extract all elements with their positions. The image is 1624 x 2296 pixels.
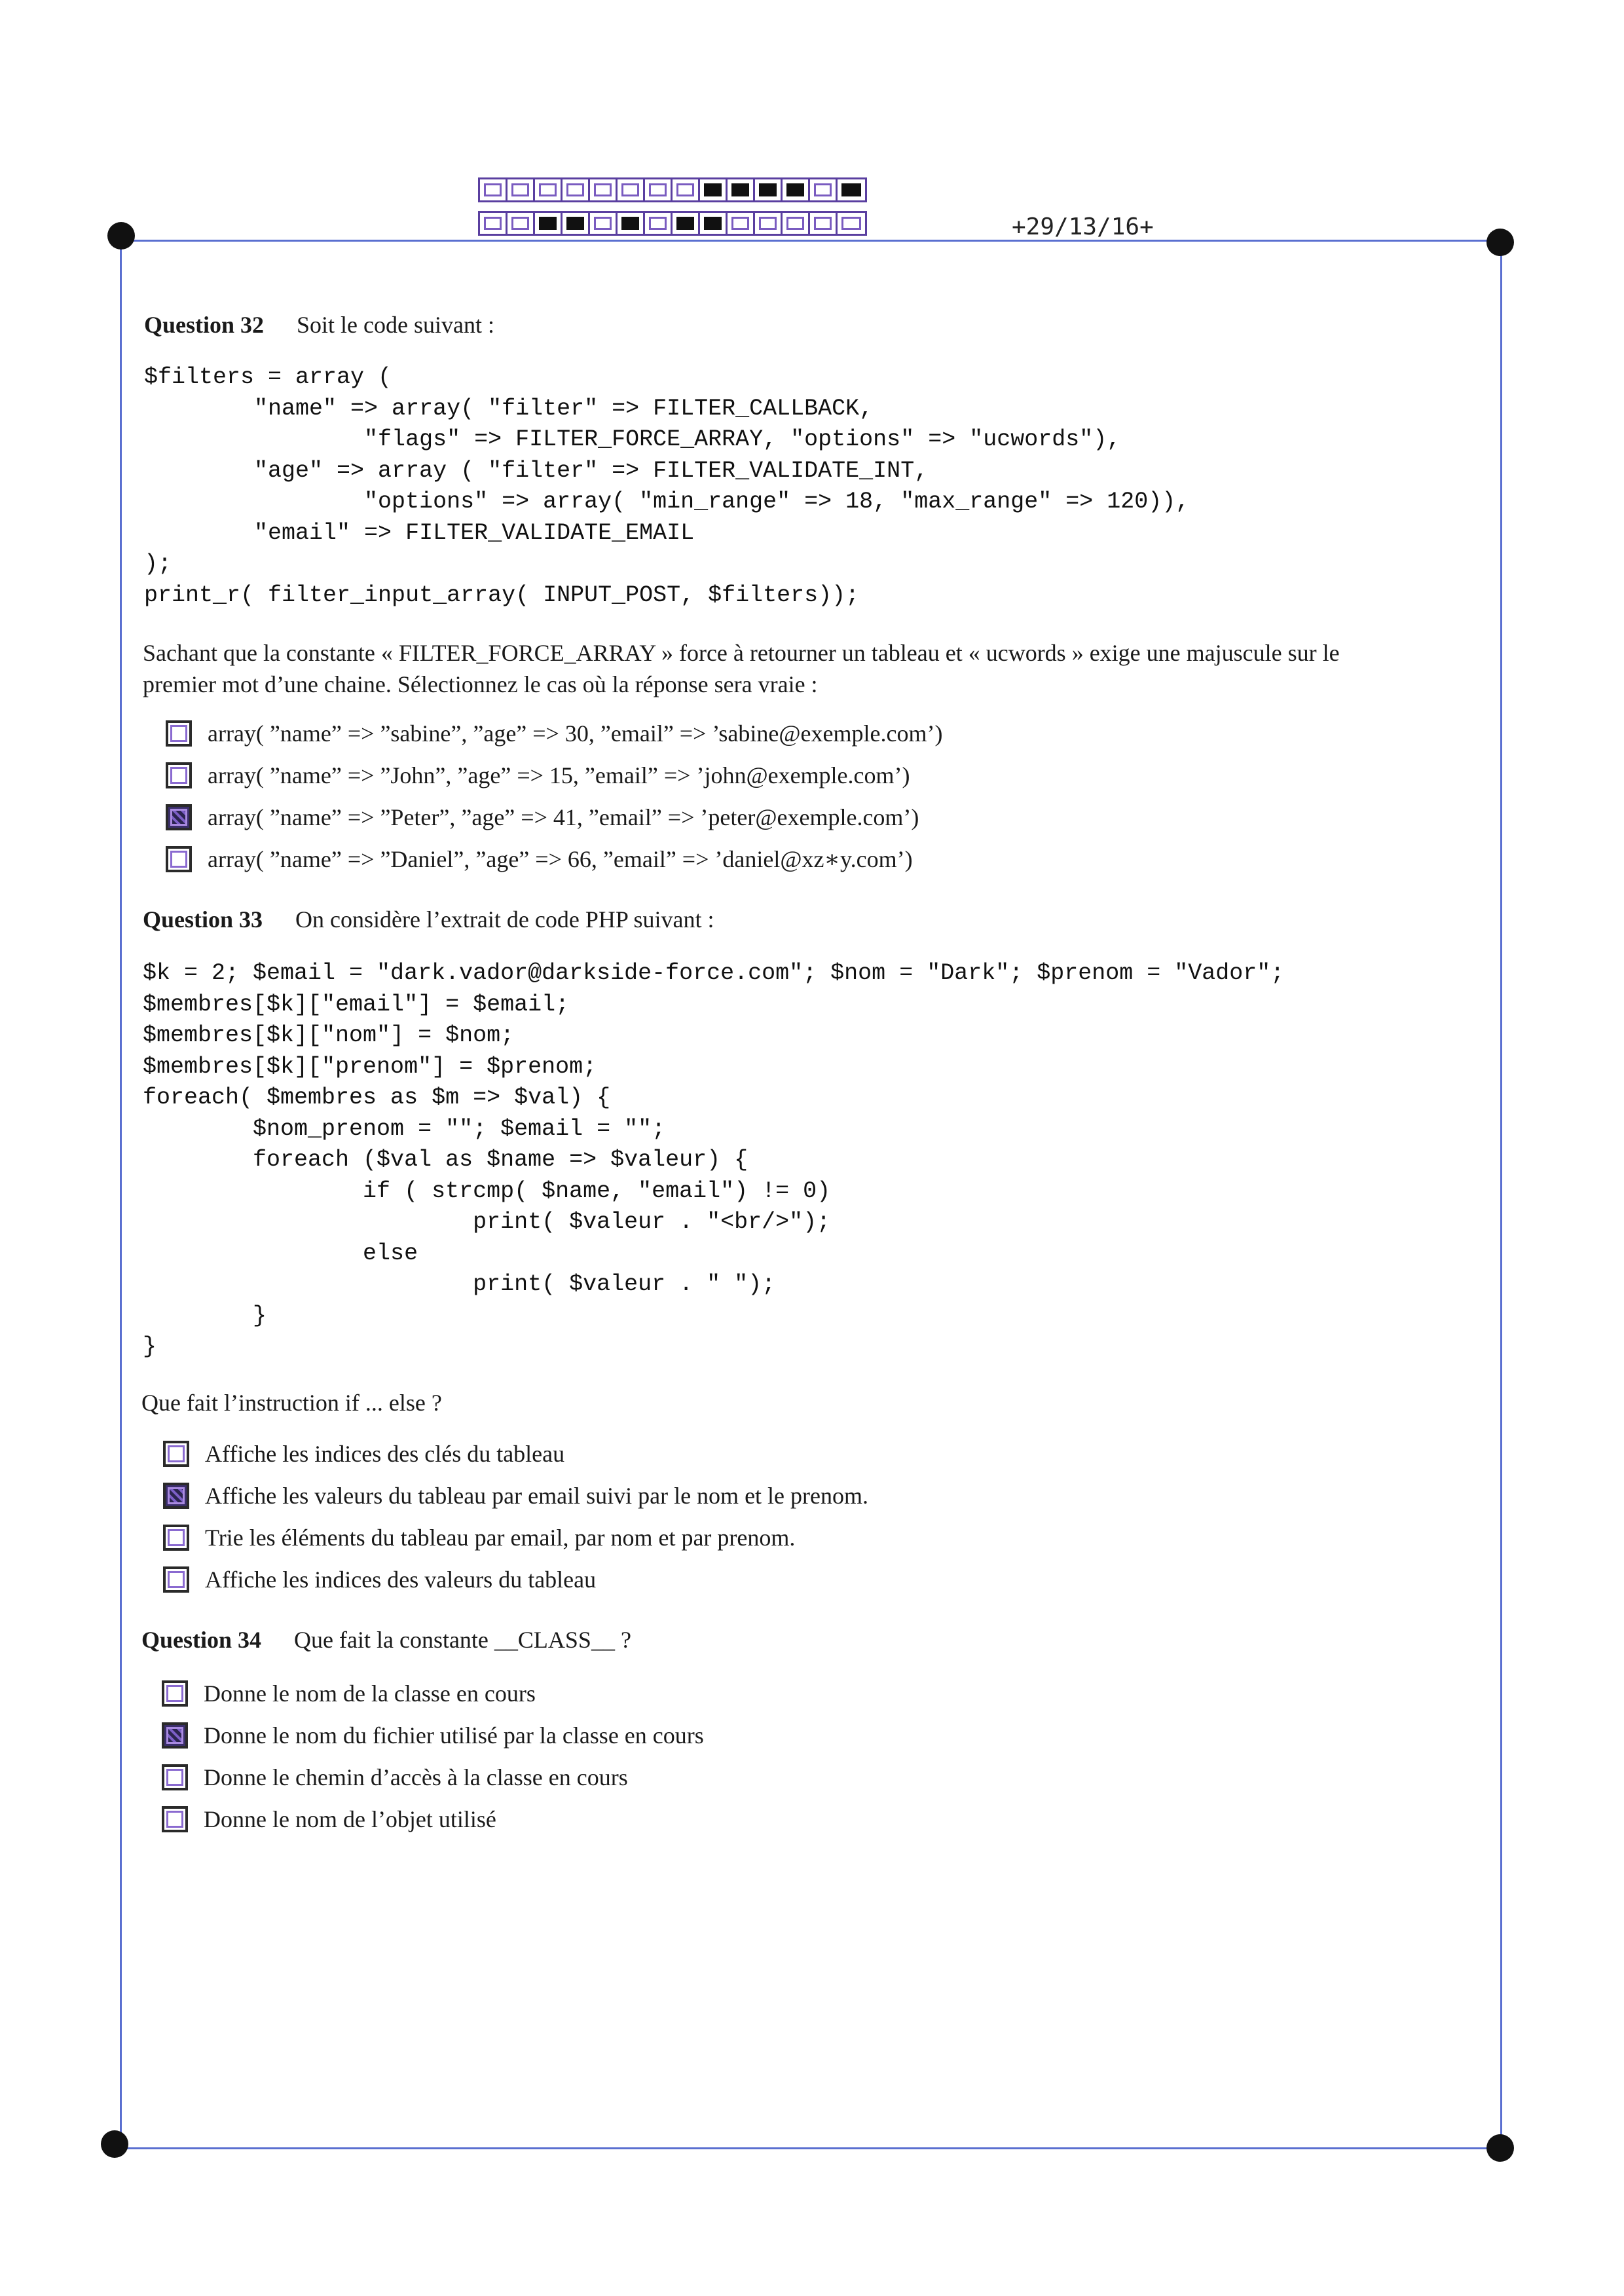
id-cell-filled	[673, 213, 700, 234]
id-cell-empty	[480, 213, 507, 234]
id-cell-empty	[535, 179, 563, 200]
question-label: Question 33	[143, 906, 263, 933]
question-text-line: Que fait l’instruction if ... else ?	[141, 1390, 442, 1416]
id-cell-empty	[673, 179, 700, 200]
answer-option[interactable]	[162, 1764, 628, 1791]
registration-mark-top-right	[1486, 229, 1514, 256]
answer-label: array( ”name” => ”sabine”, ”age” => 30, ”email” => ’sabine@exemple.com’)	[208, 720, 943, 747]
id-cell-empty	[755, 213, 783, 234]
answer-checkbox[interactable]	[166, 720, 192, 747]
answer-option[interactable]	[166, 720, 942, 747]
answer-option[interactable]	[166, 804, 919, 831]
frame-top-line	[121, 240, 1500, 242]
answer-checkbox[interactable]	[166, 804, 192, 830]
answer-option[interactable]	[163, 1482, 868, 1509]
id-cell-filled	[618, 213, 645, 234]
id-barcode-row	[478, 177, 867, 202]
answer-checkbox[interactable]	[162, 1806, 188, 1832]
answer-checkbox[interactable]	[163, 1566, 189, 1593]
answer-option[interactable]	[163, 1440, 564, 1468]
answer-label: array( ”name” => ”Peter”, ”age” => 41, ”email” => ’peter@exemple.com’)	[208, 804, 919, 830]
frame-bottom-line	[115, 2147, 1500, 2149]
id-cell-empty	[783, 213, 810, 234]
registration-mark-bottom-left	[101, 2130, 128, 2158]
answer-option[interactable]	[162, 1680, 536, 1707]
question-label: Question 32	[144, 312, 265, 338]
id-cell-empty	[645, 213, 673, 234]
id-cell-filled	[838, 179, 865, 200]
answer-label: Affiche les valeurs du tableau par email suivi par le nom et le prenom.	[205, 1483, 868, 1509]
id-cell-empty	[590, 179, 618, 200]
answer-checkbox[interactable]	[162, 1764, 188, 1790]
answer-option[interactable]	[163, 1566, 596, 1593]
answer-option[interactable]	[166, 845, 913, 873]
id-cell-empty	[645, 179, 673, 200]
id-cell-filled	[700, 213, 728, 234]
answer-checkbox[interactable]	[166, 762, 192, 788]
answer-label: array( ”name” => ”John”, ”age” => 15, ”email” => ’john@exemple.com’)	[208, 762, 910, 788]
id-cell-filled	[728, 179, 755, 200]
answer-label: Donne le nom de la classe en cours	[204, 1680, 536, 1707]
answer-option[interactable]	[162, 1722, 704, 1749]
answer-option[interactable]	[162, 1805, 496, 1833]
code-block: $k = 2; $email = "dark.vador@darkside-force.com"; $nom = "Dark"; $prenom = "Vador"; $membres[$k]["email"] = $email; $membres[$k]["nom"] = $nom; $membres[$k]["prenom"] = $prenom; foreach( $membres as $m => $val) { $nom_prenom = ""; $email = ""; foreach ($val as $name => $valeur) { if ( strcmp( $name, "email") != 0) print( $valeur . "<br/>"); else print( $valeur . " "); } }	[143, 960, 1285, 1360]
id-cell-filled	[755, 179, 783, 200]
id-cell-empty	[838, 213, 865, 234]
answer-checkbox[interactable]	[163, 1525, 189, 1551]
question-text-line: Sachant que la constante « FILTER_FORCE_ARRAY » force à retourner un tableau et « ucwords » exige une majuscule sur le	[143, 640, 1340, 666]
answer-checkbox[interactable]	[163, 1483, 189, 1509]
answer-label: array( ”name” => ”Daniel”, ”age” => 66, ”email” => ’daniel@xz∗y.com’)	[208, 846, 913, 872]
question-33-header	[143, 906, 714, 933]
id-cell-empty	[563, 179, 590, 200]
question-32-header	[144, 311, 494, 339]
page-code: +29/13/16+	[1012, 213, 1154, 240]
question-prompt: On considère l’extrait de code PHP suivant :	[295, 906, 714, 933]
id-cell-empty	[480, 179, 507, 200]
answer-checkbox[interactable]	[162, 1722, 188, 1749]
answer-checkbox[interactable]	[162, 1680, 188, 1707]
answer-label: Affiche les indices des valeurs du tableau	[205, 1566, 597, 1593]
id-cell-empty	[590, 213, 618, 234]
registration-mark-top-left	[107, 222, 135, 250]
question-text-line: premier mot d’une chaine. Sélectionnez le cas où la réponse sera vraie :	[143, 671, 818, 697]
question-34-header	[141, 1626, 631, 1654]
question-prompt: Que fait la constante __CLASS__ ?	[294, 1627, 631, 1653]
answer-option[interactable]	[163, 1524, 795, 1551]
answer-label: Donne le nom du fichier utilisé par la classe en cours	[204, 1722, 704, 1749]
code-block: $filters = array ( "name" => array( "filter" => FILTER_CALLBACK, "flags" => FILTER_FORCE_ARRAY, "options" => "ucwords"), "age" => array ( "filter" => FILTER_VALIDATE_INT, "options" => array( "min_range" => 18, "max_range" => 120)), "email" => FILTER_VALIDATE_EMAIL ); print_r( filter_input_array( INPUT_POST, $filters));	[144, 364, 1190, 608]
id-cell-filled	[535, 213, 563, 234]
id-barcode-row	[478, 211, 867, 236]
id-cell-empty	[507, 179, 535, 200]
id-cell-empty	[728, 213, 755, 234]
answer-label: Affiche les indices des clés du tableau	[205, 1441, 565, 1467]
frame-right-line	[1500, 241, 1502, 2148]
question-label: Question 34	[141, 1627, 262, 1653]
id-cell-filled	[783, 179, 810, 200]
id-cell-filled	[700, 179, 728, 200]
answer-option[interactable]	[166, 762, 910, 789]
id-cell-filled	[563, 213, 590, 234]
answer-label: Donne le chemin d’accès à la classe en cours	[204, 1764, 628, 1790]
id-cell-empty	[810, 179, 838, 200]
id-cell-empty	[810, 213, 838, 234]
frame-left-line	[120, 240, 122, 2148]
id-cell-empty	[618, 179, 645, 200]
answer-label: Trie les éléments du tableau par email, par nom et par prenom.	[205, 1525, 796, 1551]
registration-mark-bottom-right	[1486, 2134, 1514, 2162]
id-cell-empty	[507, 213, 535, 234]
question-prompt: Soit le code suivant :	[297, 312, 494, 338]
answer-label: Donne le nom de l’objet utilisé	[204, 1806, 496, 1832]
answer-checkbox[interactable]	[166, 846, 192, 872]
answer-checkbox[interactable]	[163, 1441, 189, 1467]
